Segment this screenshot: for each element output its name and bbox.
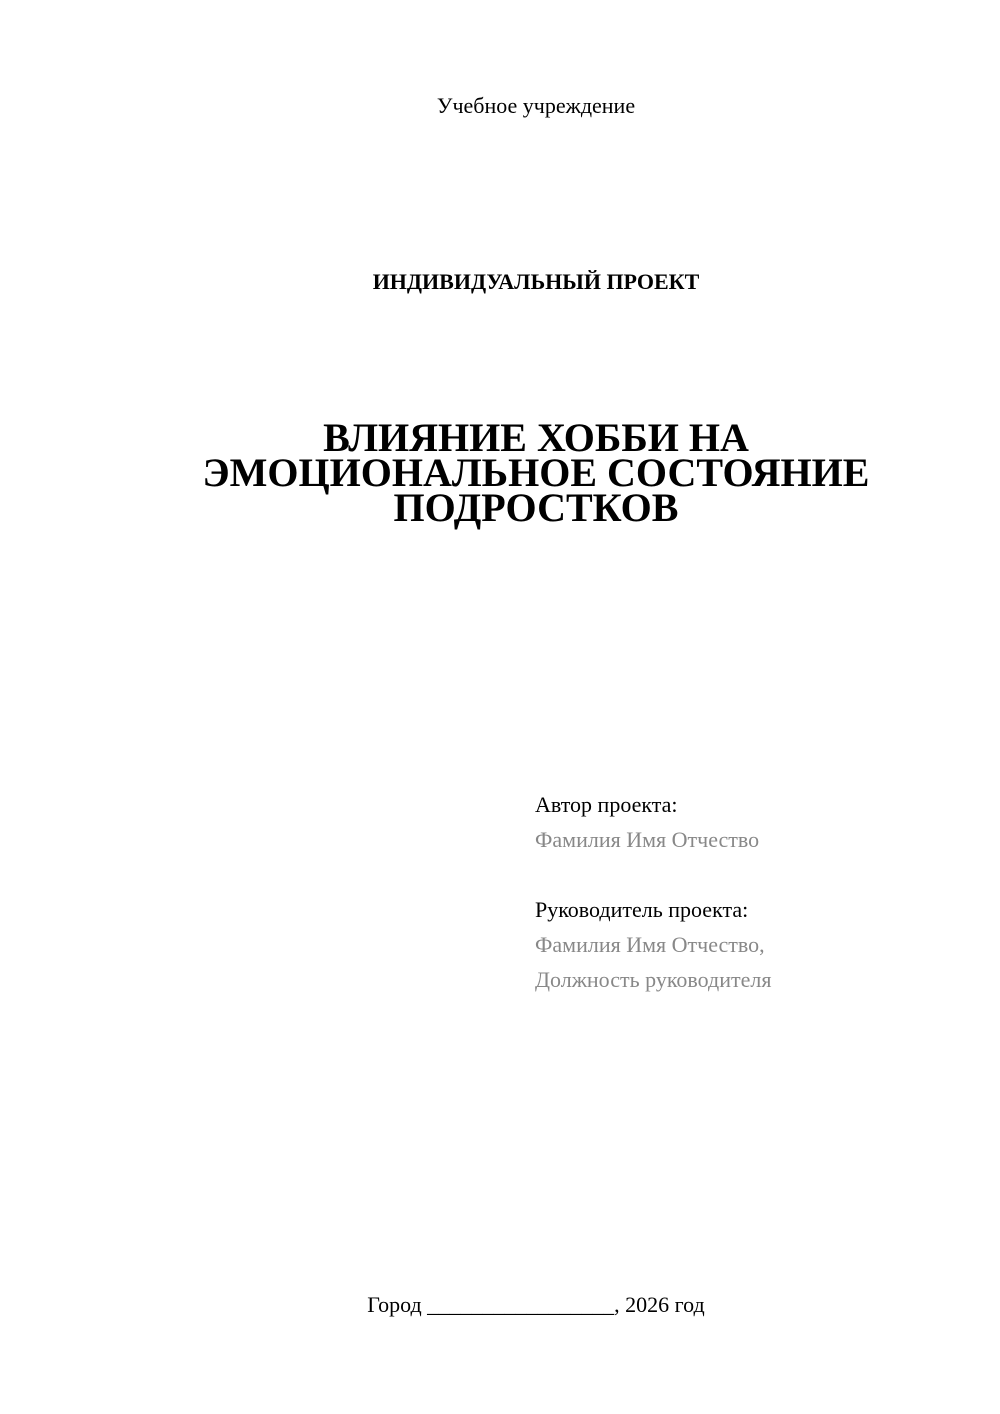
supervisor-name: Фамилия Имя Отчество,: [535, 932, 765, 957]
project-title: [0, 415, 1000, 530]
supervisor-label: Руководитель проекта:: [535, 897, 749, 922]
project-title-line-2: ЭМОЦИОНАЛЬНОЕ СОСТОЯНИЕ: [202, 450, 870, 495]
supervisor-position: Должность руководителя: [535, 967, 772, 992]
supervisor-block: [535, 892, 771, 997]
project-title-line-1: ВЛИЯНИЕ ХОББИ НА: [323, 415, 749, 460]
author-name: Фамилия Имя Отчество: [535, 827, 760, 852]
author-block: [535, 787, 759, 857]
document-type-heading: ИНДИВИДУАЛЬНЫЙ ПРОЕКТ: [372, 269, 700, 294]
project-title-line-3: ПОДРОСТКОВ: [393, 485, 679, 530]
institution-name: Учебное учреждение: [436, 93, 636, 118]
author-label: Автор проекта:: [535, 792, 678, 817]
city-year-line: Город _________________, 2026 год: [367, 1292, 705, 1317]
